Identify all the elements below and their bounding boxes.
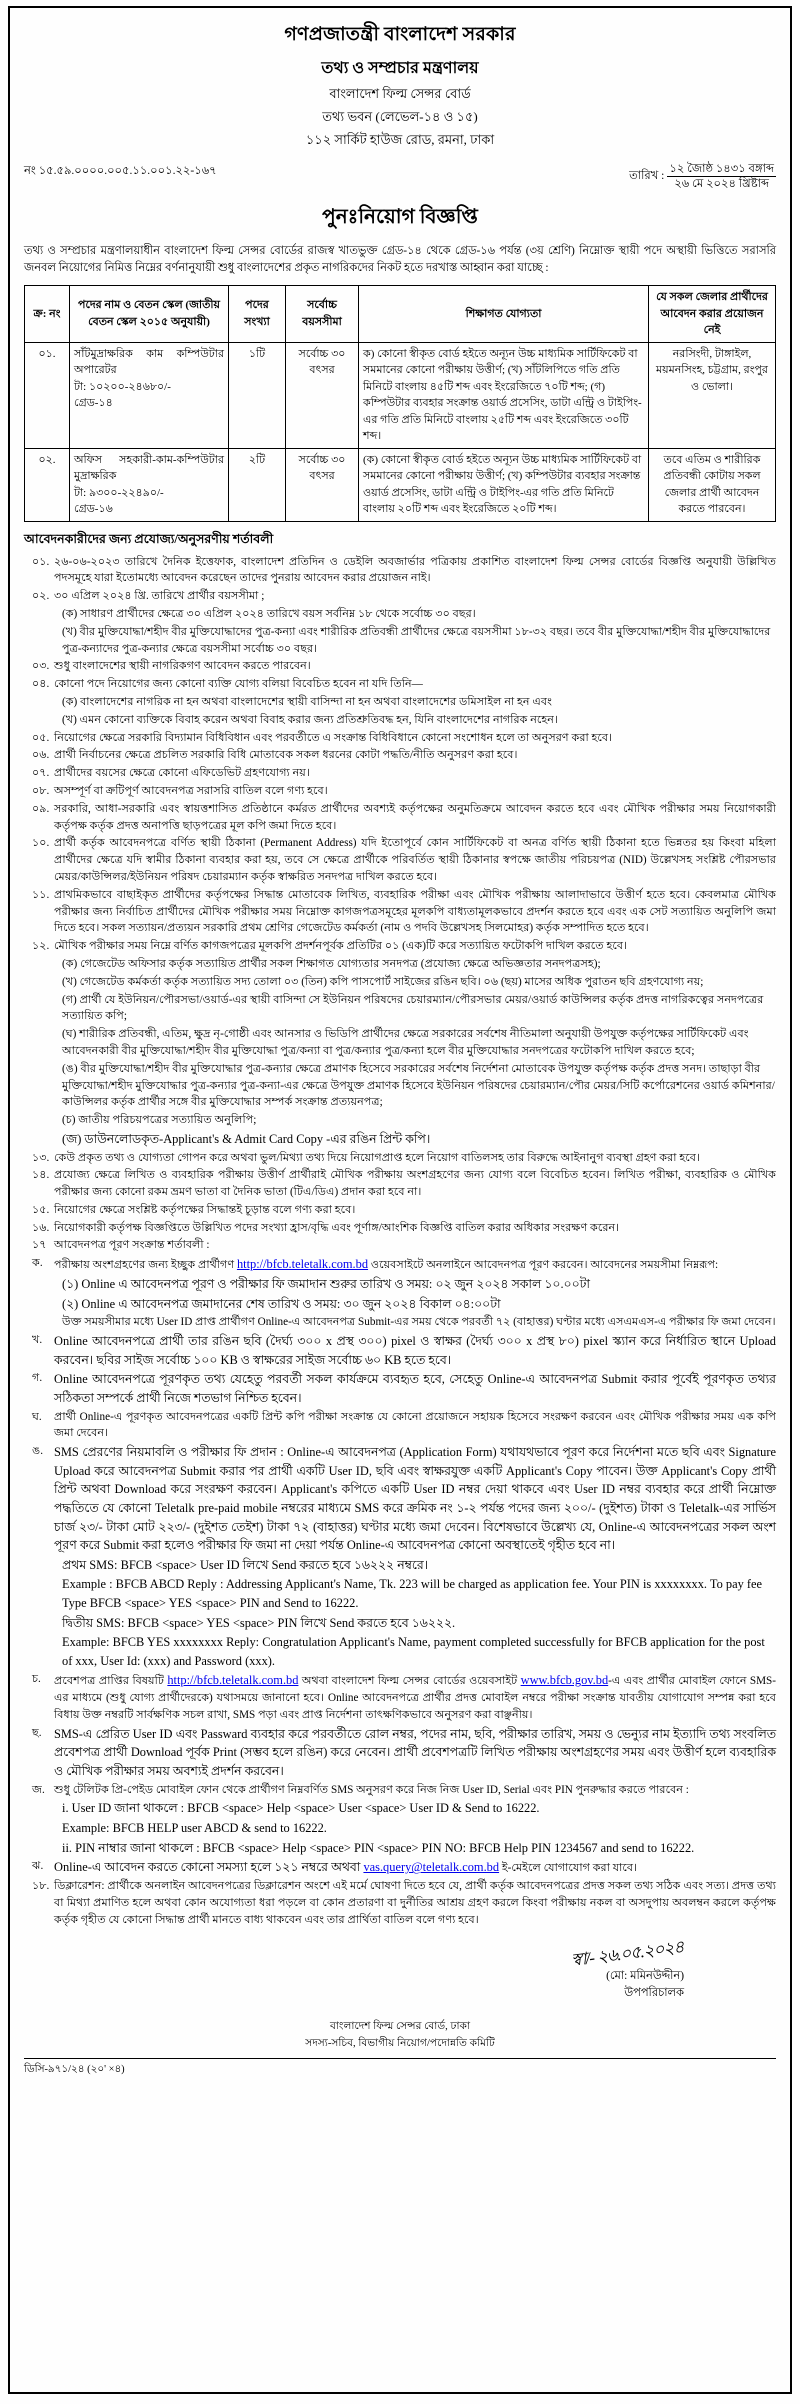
condition-subitem: (খ) বীর মুক্তিযোদ্ধা/শহীদ বীর মুক্তিযোদ্ধাদের পুত্র-কন্যা এবং শারীরিক প্রতিবন্ধী প্রার্থীদের ক্ষেত্রে বয়সসীমা ১৮-৩২ বছর। তবে বীর মুক্তিযোদ্ধা/শহীদ বীর মুক্তিযোদ্ধাদের পুত্র-কন্যাদের পুত্র-কন্যার ক্ষেত্রে বয়সসীমা সর্বোচ্চ ৩০ বছর। [62,625,771,655]
footer-memo-row [24,2058,776,2078]
condition-marker: ০৩. [32,660,50,673]
conditions-title: আবেদনকারীদের জন্য প্রযোজ্য/অনুসরণীয় শর্তাবলী [24,531,274,546]
sms-example-line: Example : BFCB ABCD Reply : Addressing Applicant's Name, Tk. 223 will be charged as application fee. Your PIN is xxxxxxxx. To pay fee Type BFCB <space> YES <space> PIN and Send to 16222. [62,1577,762,1610]
condition-item [24,554,776,588]
cell-post [70,448,229,521]
condition-subitem: (ঙ) বীর মুক্তিযোদ্ধা/শহীদ বীর মুক্তিযোদ্ধার পুত্র-কন্যার ক্ষেত্রে প্রমাণক হিসেবে সরকারের সর্বশেষ নির্দেশনা মোতাবেক উপযুক্ত কর্তৃপক্ষ কর্তৃক প্রদত্ত সনদ। তাছাড়া বীর মুক্তিযোদ্ধা/শহীদ মুক্তিযোদ্ধার পুত্র-কন্যার পুত্র-কন্যা-এর ক্ষেত্রে উপযুক্ত প্রমাণক হিসেবে ইউনিয়ন পরিষদের চেয়ারম্যান/পৌর মেয়র/সিটি কর্পোরেশনের ওয়ার্ড কমিশনার/কাউন্সিলর কর্তৃক প্রার্থীর সঙ্গে বীর মুক্তিযোদ্ধার সম্পর্ক সংক্রান্ত প্রত্যয়নপত্র; [62,1062,775,1109]
step-text-post: -এ এবং প্রার্থীর মোবাইল ফোনে SMS-এর মাধ্যমে (শুধু যোগ্য প্রার্থীদেরকে) যথাসময়ে জানানো হবে। Online আবেদনপত্রে প্রার্থীর প্রদত্ত মোবাইল নম্বরে পরীক্ষা সংক্রান্ত যাবতীয় যোগাযোগ সম্পন্ন করা হবে বিধায় উক্ত নম্বরটি সার্বক্ষণিক সচল রাখা, SMS পড়া এবং প্রাপ্ত নির্দেশনা তাৎক্ষণিকভাবে অনুসরণ করা বাঞ্ছনীয়। [54,1675,777,1722]
condition-marker: ১৫. [32,1203,50,1216]
step-tail: উক্ত সময়সীমার মধ্যে User ID প্রাপ্ত প্রার্থীগণ Online-এ আবেদনপত্র Submit-এর সময় থেকে পরবর্তী ৭২ (বাহাত্তর) ঘণ্টার মধ্যে এসএমএস-এ পরীক্ষার ফি জমা দেবেন। [62,1316,776,1329]
condition-text: মৌখিক পরীক্ষার সময় নিম্নে বর্ণিত কাগজপত্রের মূলকপি প্রদর্শনপূর্বক প্রতিটির ০১ (এক)টি করে সত্যায়িত ফটোকপি দাখিল করতে হবে। [54,940,628,953]
sms-instruction-line: দ্বিতীয় SMS: BFCB <space> YES <space> PIN লিখে Send করতে হবে ১৬২২২. [62,1615,456,1630]
cell-count: ১টি [229,342,286,448]
step-text [54,1255,776,1274]
condition-item [24,765,776,782]
signatory-designation: উপপরিচালক [624,1986,684,1999]
teletalk-website-link[interactable]: http://bfcb.teletalk.com.bd [167,1673,299,1688]
application-step [24,1255,776,1274]
th-count: পদের সংখ্যা [229,286,286,343]
notice-sheet [8,6,792,2394]
condition-marker: ০৫. [32,731,50,744]
cell-serial: ০২. [25,448,70,521]
teletalk-website-link[interactable]: http://bfcb.teletalk.com.bd [236,1257,369,1272]
cell-serial: ০১. [25,342,70,448]
memo-date-fraction [667,162,776,192]
condition-text: অসম্পূর্ণ বা ক্রটিপূর্ণ আবেদনপত্র সরাসরি বাতিল বলে গণ্য হবে। [54,784,328,797]
condition-text: ডিক্লারেশন: প্রার্থীকে অনলাইন আবেদনপত্রের ডিক্লারেশন অংশে এই মর্মে ঘোষণা দিতে হবে যে, প্রার্থী কর্তৃক আবেদনপত্রের প্রদত্ত সকল তথ্য সঠিক এবং সত্য। প্রদত্ত তথ্য বা মিথ্যা প্রমাণিত হলে অথবা কোন অযোগ্যতা ধরা পড়লে বা কোন প্রতারণা বা দুর্নীতির আশ্রয় গ্রহণ করলে কিংবা পরীক্ষায় নকল বা অসদুপায় অবলম্বন করলে কর্তৃপক্ষ কর্তৃক গৃহীত যে কোনো সিদ্ধান্ত প্রার্থী মানতে বাধ্য থাকবেন এবং তার প্রার্থিতা বাতিল বলে গণ্য হবে। [54,1880,776,1926]
condition-marker: ০২. [32,590,50,603]
sms-example-line: Example: BFCB YES xxxxxxxx Reply: Congratulation Applicant's Name, payment completed successfully for BFCB application for the post of xxx, User Id: (xxx) and Password (xxx). [62,1635,765,1668]
th-education: শিক্ষাগত যোগ্যতা [359,286,649,343]
step-text: প্রার্থী Online-এ পূরণকৃত আবেদনপত্রের একটি প্রিন্ট কপি পরীক্ষা সংক্রান্ত যে কোনো প্রয়োজনে সহায়ক হিসেবে সংরক্ষণ করবেন এবং মৌখিক পরীক্ষার সময় এক কপি জমা দেবেন। [54,1410,776,1440]
step-subitem: (২) Online এ আবেদনপত্র জমাদানের শেষ তারিখ ও সময়: ৩০ জুন ২০২৪ বিকাল ০৪:০০টা [62,1296,501,1311]
step-marker: ক. [32,1257,43,1270]
post-grade: গ্রেড-১৪ [74,397,113,410]
condition-text: আবেদনপত্র পূরণ সংক্রান্ত শর্তাবলী : [54,1239,210,1252]
post-scale: টা: ১০২০০-২৪৬৮০/- [74,380,171,393]
step-text-pre: প্রবেশপত্র প্রাপ্তির বিষয়টি [54,1675,168,1688]
th-age: সর্বোচ্চ বয়সসীমা [286,286,359,343]
post-name: সাঁটমুদ্রাক্ষরিক কাম কম্পিউটার অপারেটর [74,347,224,377]
footer-office: বাংলাদেশ ফিল্ম সেন্সর বোর্ড, ঢাকা [329,2021,471,2033]
condition-item [24,887,776,937]
condition-marker: ১৮. [32,1880,50,1893]
signature-block [24,1937,776,2001]
cell-age: সর্বোচ্চ ৩০ বৎসর [286,342,359,448]
signature-scrawl: স্বা/- ২৬.০৫.২০২৪ [570,1937,685,1971]
condition-subitem: (জ) ডাউনলোডকৃত-Applicant's & Admit Card Copy -এর রঙিন প্রিন্ট কপি। [62,1131,431,1146]
condition-marker: ১৭ [32,1239,47,1252]
step-text: শুধু টেলিটক প্রি-পেইড মোবাইল ফোন থেকে প্রার্থীগণ নিম্নবর্ণিত SMS অনুসরণ করে নিজ নিজ User ID, Serial এবং PIN পুনরুদ্ধার করতে পারবেন : [54,1783,689,1796]
condition-item [24,1150,776,1167]
memo-date [629,162,776,192]
cell-education: ক) কোনো স্বীকৃত বোর্ড হইতে অন্যূন উচ্চ মাধ্যমিক সার্টিফিকেট বা সমমানের কোনো পরীক্ষায় উত্তীর্ণ; (খ) সাঁটলিপিতে গতি প্রতি মিনিটে বাংলায় ৪৫টি শব্দ এবং ইংরেজিতে ৭০টি শব্দ; (গ) কম্পিউটার ব্যবহার সংক্রান্ত ওয়ার্ড প্রসেসিং, ডাটা এন্ট্রি ও টাইপিং-এর গতি প্রতি মিনিটে বাংলায় ২৫টি শব্দ এবং ইংরেজিতে ৩০টি শব্দ। [359,342,649,448]
condition-subitem: (ঘ) শারীরিক প্রতিবন্ধী, এতিম, ক্ষুদ্র নৃ-গোষ্ঠী এবং আনসার ও ভিডিপি প্রার্থীদের ক্ষেত্রে সরকারের সর্বশেষ নীতিমালা অনুযায়ী উপযুক্ত কর্তৃপক্ষের সার্টিফিকেট এবং আবেদনকারী বীর মুক্তিযোদ্ধা/শহীদ বীর মুক্তিযোদ্ধা পুত্র/কন্যা বা পুত্র/কন্যার পুত্র/কন্যা হলে বীর মুক্তিযোদ্ধার সনদপত্রের ফটোকপি দাখিল করতে হবে; [62,1028,749,1057]
step-subitem: i. User ID জানা থাকলে : BFCB <space> Help <space> User <space> User ID & Send to 16222. [62,1801,540,1816]
condition-item [24,1167,776,1201]
application-step [24,1858,776,1877]
step-subitem: Example: BFCB HELP user ABCD & send to 16222. [62,1821,327,1836]
condition-item [24,676,776,693]
condition-marker: ১০. [32,837,50,850]
condition-text: নিয়োগের ক্ষেত্রে সরকারি বিদ্যামান বিধিবিধান এবং পরবর্তীতে এ সংক্রান্ত বিধিবিধানে কোনো সংশোধন হলে তা অনুসরণ করা হবে। [54,731,613,744]
step-text-post: ওয়েবসাইটে অনলাইনে আবেদনপত্র পূরণ করবেন। আবেদনের সময়সীমা নিম্নরূপ: [368,1259,719,1272]
step-marker: জ. [32,1783,45,1796]
condition-subitem: (খ) এমন কোনো ব্যক্তিকে বিবাহ করেন অথবা বিবাহ করার জন্য প্রতিশ্রুতিবদ্ধ হন, যিনি বাংলাদেশের নাগরিক নহেন। [62,713,558,726]
step-marker: খ. [32,1334,43,1347]
application-step [24,1443,776,1555]
application-step [24,1370,776,1407]
condition-subitem: (গ) প্রার্থী যে ইউনিয়ন/পৌরসভা/ওয়ার্ড-এর স্থায়ী বাসিন্দা সে ইউনিয়ন পরিষদের চেয়ারম্যান/পৌরসভার মেয়র/ওয়ার্ড কাউন্সিলর কর্তৃক প্রদত্ত নাগরিকত্বের সনদপত্রের সত্যায়িত কপি; [62,993,764,1023]
condition-item [24,938,776,955]
support-email-link[interactable]: vas.query@teletalk.com.bd [363,1860,500,1875]
condition-text: প্রাথমিকভাবে বাছাইকৃত প্রার্থীদের কর্তৃপক্ষের সিদ্ধান্ত মোতাবেক লিখিত, ব্যবহারিক পরীক্ষা এবং মৌখিক পরীক্ষায় আলাদাভাবে উত্তীর্ণ হতে হবে। কেবলমাত্র মৌখিক পরীক্ষার জন্য নির্বাচিত প্রার্থীদের মৌখিক পরীক্ষার সময় নিম্নোক্ত কাগজপত্রসমূহের মূলকপি বাধ্যতামূলকভাবে প্রদর্শন করতে হবে এবং এক সেট সত্যায়িত অনুলিপি জমা দিতে হবে। সকল সত্যায়ন/প্রত্যয়ন সরকারি প্রথম শ্রেণির গেজেটেড কর্মকর্তা (নাম ও পদবি উল্লেখসহ সিলমোহর) কর্তৃক সম্পাদিত হতে হবে। [54,888,776,935]
page-title: পুনঃনিয়োগ বিজ্ঞপ্তি [322,205,478,228]
condition-text: শুধু বাংলাদেশের স্থায়ী নাগরিকগণ আবেদন করতে পারবেন। [54,660,311,673]
signatory-name: (মো: মমিনউদ্দীন) [606,1970,684,1983]
step-text-pre: পরীক্ষায় অংশগ্রহণের জন্য ইচ্ছুক প্রার্থীগণ [54,1259,237,1272]
board-name: বাংলাদেশ ফিল্ম সেন্সর বোর্ড [329,86,471,101]
cell-post [70,342,229,448]
cell-district: নরসিংদী, টাঙ্গাইল, ময়মনসিংহ, চট্টগ্রাম, রংপুর ও ভোলা। [649,342,776,448]
condition-subitem: (চ) জাতীয় পরিচয়পত্রের সত্যায়িত অনুলিপি; [62,1114,257,1127]
step-subitem: ii. PIN নাম্বার জানা থাকলে : BFCB <space> Help <space> PIN <space> PIN NO: BFCB Help PIN 1234567 and send to 16222. [62,1840,695,1855]
step-marker: ছ. [32,1726,42,1739]
condition-marker: ০৪. [32,678,50,691]
memo-date-bangla: ১২ জৈাষ্ঠ ১৪৩১ বঙ্গাব্দ [667,162,776,177]
step-text [54,1858,776,1877]
document-header [24,20,776,152]
condition-text: ৩০ এপ্রিল ২০২৪ খ্রি. তারিখে প্রার্থীর বয়সসীমা ; [54,590,265,603]
condition-text: নিয়োগের ক্ষেত্রে সংশ্লিষ্ট কর্তৃপক্ষের সিদ্ধান্তই চূড়ান্ত বলে গণ্য করা হবে। [54,1203,356,1216]
step-text-mid: অথবা বাংলাদেশ ফিল্ম সেন্সর বোর্ডের ওয়েবসাইট [298,1675,521,1688]
document-footer [24,2019,776,2077]
step-marker: ঝ. [32,1860,44,1873]
application-step [24,1725,776,1781]
condition-item [24,1220,776,1237]
step-text-pre: Online-এ আবেদন করতে কোনো সমস্যা হলে ১২১ নম্বরে অথবা [54,1860,364,1875]
ministry-name: তথ্য ও সম্প্রচার মন্ত্রণালয় [321,60,479,77]
application-step [24,1332,776,1369]
application-steps-list [24,1255,776,1928]
condition-item [24,835,776,885]
condition-subitem: (ক) বাংলাদেশের নাগরিক না হন অথবা বাংলাদেশের স্থায়ী বাসিন্দা না হন অথবা বাংলাদেশের ডমিসাইল না হন এবং [62,695,552,708]
memo-number: নং ১৫.৫৯.০০০০.০০৫.১১.০০১.২২-১৬৭ [24,165,217,177]
condition-text: কোনো পদে নিয়োগের জন্য কোনো ব্যক্তি যোগ্য বলিয়া বিবেচিত হবেন না যদি তিনি— [54,678,423,691]
condition-text: সরকারি, আধা-সরকারি এবং স্বায়ত্তশাসিত প্রতিষ্ঠানে কর্মরত প্রার্থীদের অবশ্যই কর্তৃপক্ষের অনুমতিক্রমে আবেদন করতে হবে এবং মৌখিক পরীক্ষার সময় নিয়োগকারী কর্তৃপক্ষ কর্তৃক প্রদত্ত অনাপত্তি ছাড়পত্রের মূল কপি জমা দিতে হবে। [54,802,776,832]
step-text: Online আবেদনপত্রে পূরণকৃত তথ্য যেহেতু পরবর্তী সকল কার্যক্রমে ব্যবহৃত হবে, সেহেতু Online-এ আবেদনপত্র Submit করার পূর্বেই পূরণকৃত তথ্যর সঠিকতা সম্পর্কে প্রার্থী নিজে শতভাগ নিশ্চিত হবেন। [54,1372,776,1405]
step-text [54,1671,776,1723]
condition-text: নিয়োগকারী কর্তৃপক্ষ বিজ্ঞপ্তিতে উল্লিখিত পদের সংখ্যা হ্রাস/বৃদ্ধি এবং পূর্ণাঙ্গ/আংশিক বিজ্ঞপ্তি বাতিল করার অধিকার সংরক্ষণ করেন। [54,1221,620,1234]
condition-item [24,730,776,747]
condition-subitem: (ক) গেজেটেড অফিসার কর্তৃক সত্যায়িত প্রার্থীর সকল শিক্ষাগত যোগ্যতার সনদপত্র (প্রযোজ্য ক্ষেত্রে অভিজ্ঞতার সনদপত্রসহ); [62,957,601,970]
sms-instruction-line: প্রথম SMS: BFCB <space> User ID লিখে Send করতে হবে ১৬২২২ নম্বরে। [62,1557,429,1572]
step-marker: গ. [32,1372,43,1385]
step-subitem: (১) Online এ আবেদনপত্র পূরণ ও পরীক্ষার ফি জমাদান শুরুর তারিখ ও সময়: ০২ জুন ২০২৪ সকাল ১০.০০টা [62,1277,590,1292]
cell-district: তবে এতিম ও শারীরিক প্রতিবন্ধী কোটায় সকল জেলার প্রার্থী আবেদন করতে পারবেন। [649,448,776,521]
condition-marker: ০৯. [32,802,50,815]
step-text-post: ই-মেইলে যোগাযোগ করা যাবে। [499,1862,638,1875]
condition-item [24,1202,776,1219]
table-row [25,342,776,448]
footer-memo-ref: ডিসি-৯৭১/২৪ (২০' ×৪) [24,2063,125,2075]
step-marker: চ. [32,1673,41,1686]
table-head [25,286,776,343]
table-header-row [25,286,776,343]
memo-row [24,162,776,192]
condition-marker: ১৩. [32,1151,50,1164]
condition-item [24,588,776,605]
condition-marker: ০১. [32,555,50,568]
condition-item [24,658,776,675]
condition-text: প্রার্থী কর্তৃক আবেদনপত্রে বর্ণিত স্থায়ী ঠিকানা (Permanent Address) যদি ইতোপূর্বে কোন সার্টিফিকেট বা অনত্র বর্ণিত স্থায়ী ঠিকানা হতে ভিন্নতর হয় কিংবা মহিলা প্রার্থীদের ক্ষেত্রে যদি স্বামীর ঠিকানা ব্যবহার করা হয়, তবে সে ক্ষেত্রে প্রার্থীকে পরিবর্তিত স্থায়ী ঠিকানার স্বপক্ষে জাতীয় পরিচয়পত্র (NID) উল্লেখসহ সংশ্লিষ্ট পৌরসভার মেয়র/কাউন্সিলর/ইউনিয়ন পরিষদ চেয়ারম্যান কর্তৃক স্বাক্ষরিত সনদপত্র দাখিল করতে হবে। [54,837,776,883]
condition-subitem: (খ) গেজেটেড কর্মকর্তা কর্তৃক সত্যায়িত সদ্য তোলা ০৩ (তিন) কপি পাসপোর্ট সাইজের রঙিন ছবি। ০৬ (ছয়) মাসের অধিক পুরাতন ছবি গ্রহণযোগ্য নয়; [62,975,704,988]
condition-text: ২৬-০৬-২০২৩ তারিখে দৈনিক ইত্তেফাক, বাংলাদেশ প্রতিদিন ও ডেইলি অবজার্ভার পত্রিকায় প্রকাশিত বাংলাদেশ ফিল্ম সেন্সর বোর্ডের বিজ্ঞপ্তি অনুযায়ী উল্লিখিত পদসমূহে যারা ইতোমধ্যে আবেদন করেছেন তাদের পুনরায় আবেদন করার প্রয়োজন নাই। [54,555,776,585]
condition-text: প্রার্থীদের বয়সের ক্ষেত্রে কোনো এফিডেভিট গ্রহণযোগ্য নয়। [54,767,310,780]
condition-item [24,801,776,835]
govt-name: গণপ্রজাতন্ত্রী বাংলাদেশ সরকার [284,24,516,45]
condition-marker: ০৬. [32,749,50,762]
post-scale: টা: ৯৩০০-২২৪৯০/- [74,486,164,499]
memo-date-label: তারিখ : [629,170,665,183]
condition-item [24,783,776,800]
address-line: ১১২ সার্কিট হাউজ রোড, রমনা, ঢাকা [305,132,495,147]
post-grade: গ্রেড-১৬ [74,503,113,516]
th-serial: ক্র: নং [25,286,70,343]
step-text: Online আবেদনপত্রে প্রার্থী তার রঙিন ছবি (দৈর্ঘ্য ৩০০ x প্রস্থ ৩০০) pixel ও স্বাক্ষর (দৈর্ঘ্য ৩০০ x প্রস্থ ৮০) pixel স্ক্যান করে নির্ধারিত স্থানে Upload করবেন। ছবির সাইজ সর্বোচ্চ ১০০ KB ও স্বাক্ষরের সাইজ সর্বোচ্চ ৬০ KB হতে হবে। [54,1334,776,1367]
cell-age: সর্বোচ্চ ৩০ বৎসর [286,448,359,521]
condition-marker: ১৪. [32,1169,50,1182]
table-body [25,342,776,521]
application-step [24,1671,776,1723]
th-post: পদের নাম ও বেতন স্কেল (জাতীয় বেতন স্কেল ২০১৫ অনুযায়ী) [70,286,229,343]
condition-marker: ১২. [32,940,50,953]
cell-education: (ক) কোনো স্বীকৃত বোর্ড হইতে অন্যূন উচ্চ মাধ্যমিক সার্টিফিকেট বা সমমানের কোনো পরীক্ষায় উত্তীর্ণ; (খ) কম্পিউটার ব্যবহার সংক্রান্ত ওয়ার্ড প্রসেসিং, ডাটা এন্ট্রি ও টাইপিং-এর গতি প্রতি মিনিটে বাংলায় ২০টি শব্দ এবং ইংরেজিতে ২০টি শব্দ। [359,448,649,521]
conditions-list [24,554,776,1255]
cell-count: ২টি [229,448,286,521]
condition-marker: ১৬. [32,1221,50,1234]
footer-committee-role: সদস্য-সচিব, বিভাগীয় নিয়োগ/পদোন্নতি কমিটি [305,2038,495,2050]
application-step [24,1782,776,1799]
condition-item [24,1878,776,1928]
step-text: SMS-এ প্রেরিত User ID এবং Passward ব্যবহার করে পরবর্তীতে রোল নম্বর, পদের নাম, ছবি, পরীক্ষার তারিখ, সময় ও ভেন্যুর নাম ইত্যাদি তথ্য সংবলিত প্রবেশপত্র প্রার্থী Download পূর্বক Print (সম্ভব হলে রঙিন) করে নেবেন। প্রার্থী প্রবেশপত্রটি লিখিত পরীক্ষায় অংশগ্রহণের সময় এবং উত্তীর্ণ হলে ব্যবহারিক ও মৌখিক পরীক্ষার সময় অবশ্যই প্রদর্শন করবেন। [54,1726,776,1779]
step-text: SMS প্রেরণের নিয়মাবলি ও পরীক্ষার ফি প্রদান : Online-এ আবেদনপত্র (Application Form) যথাযথভাবে পূরণ করে নির্দেশনা মতে ছবি এবং Signature Upload করে আবেদনপত্র Submit করার পর প্রার্থী একটি User ID, ছবি এবং স্বাক্ষরযুক্ত একটি Applicant's Copy পাবেন। উক্ত Applicant's Copy প্রার্থী প্রিন্ট অথবা Download করে সংরক্ষণ করবেন। Applicant's কপিতে একটি User ID নম্বর দেয়া থাকবে এবং User ID নম্বর ব্যবহার করে প্রার্থী নিম্নোক্ত পদ্ধতিতে যে কোনো Teletalk pre-paid mobile নম্বরের মাধ্যমে SMS করে ক্রমিক নং ১-২ পর্যন্ত পদের জন্য ২০০/- (দুইশত) টাকা ও Teletalk-এর সার্ভিস চার্জ ২৩/- টাকা মোট ২২৩/- (দুইশত তেইশ) টাকা ৭২ (বাহাত্তর) ঘণ্টার মধ্যে জমা দেবেন। বিশেষভাবে উল্লেখ্য যে, Online-এ আবেদনপত্রের সকল অংশ পূরণ করে Submit করা হলেও পরীক্ষার ফি জমা না দেয়া পর্যন্ত Online-এ আবেদনপত্র কোনো অবস্থাতেই গৃহীত হবে না। [54,1445,776,1553]
condition-marker: ১১. [32,888,50,901]
condition-text: প্রার্থী নির্বাচনের ক্ষেত্রে প্রচলিত সরকারি বিধি মোতাবেক সকল ধরনের কোটা পদ্ধতি/নীতি অনুসরণ করা হবে। [54,749,518,762]
intro-paragraph: তথ্য ও সম্প্রচার মন্ত্রণালয়াধীন বাংলাদেশ ফিল্ম সেন্সর বোর্ডের রাজস্ব খাতভুক্ত গ্রেড-১৪ থেকে গ্রেড-১৬ পর্যন্ত (৩য় শ্রেণি) নিম্নোক্ত স্থায়ী পদে অস্থায়ী ভিত্তিতে সরাসরি জনবল নিয়োগের নিমিত্ত নিম্নের বর্ণনানুযায়ী শুধু বাংলাদেশের প্রকৃত নাগরিকদের নিকট হতে দরখাস্ত আহ্বান করা যাচ্ছে : [24,244,776,275]
footer-office-lines [24,2019,776,2052]
job-posts-table [24,285,776,522]
bfcb-website-link[interactable]: www.bfcb.gov.bd [520,1673,609,1688]
condition-marker: ০৮. [32,784,50,797]
condition-item [24,1237,776,1254]
condition-text: প্রযোজ্য ক্ষেত্রে লিখিত ও ব্যবহারিক পরীক্ষায় উত্তীর্ণ প্রার্থীরাই মৌখিক পরীক্ষায় অংশগ্রহণের জন্য যোগ্য বলে বিবেচিত হবেন। লিখিত পরীক্ষা, ব্যবহারিক ও মৌখিক পরীক্ষার জন্য কোনো রকম ভ্রমণ ভাতা বা দৈনিক ভাতা (টিএ/ডিএ) প্রদান করা হবে না। [54,1169,776,1199]
table-row [25,448,776,521]
post-name: অফিস সহকারী-কাম-কম্পিউটার মুদ্রাক্ষরিক [74,453,224,483]
building-name: তথ্য ভবন (লেভেল-১৪ ও ১৫) [322,109,478,124]
step-marker: ঘ. [32,1410,42,1423]
condition-text: কেউ প্রকৃত তথ্য ও যোগ্যতা গোপন করে অথবা ভুল/মিথ্যা তথ্য দিয়ে নিয়োগপ্রাপ্ত হলে নিয়োগ বাতিলসহ তার বিরুদ্ধে আইনানুগ ব্যবস্থা গ্রহণ করা হবে। [54,1151,700,1164]
th-district: যে সকল জেলার প্রার্থীদের আবেদন করার প্রয়োজন নেই [649,286,776,343]
condition-subitem: (ক) সাধারণ প্রার্থীদের ক্ষেত্রে ৩০ এপ্রিল ২০২৪ তারিখে বয়স সর্বনিম্ন ১৮ থেকে সর্বোচ্চ ৩০ বছর। [62,607,476,620]
condition-marker: ০৭. [32,767,50,780]
memo-date-english: ২৬ মে ২০২৪ খ্রিষ্টাব্দ [674,178,770,191]
step-marker: ঙ. [32,1445,44,1458]
condition-item [24,747,776,764]
application-step [24,1409,776,1443]
